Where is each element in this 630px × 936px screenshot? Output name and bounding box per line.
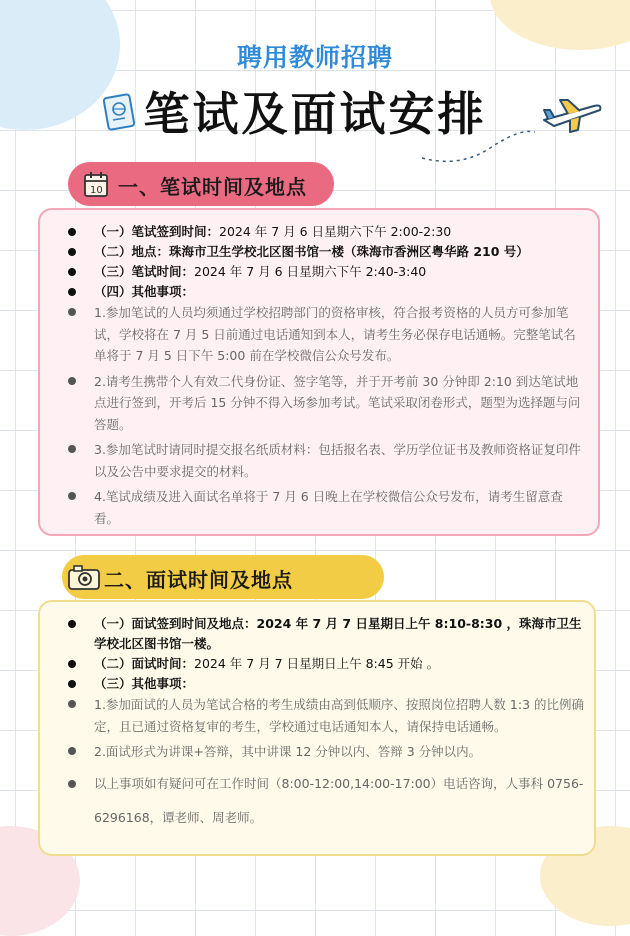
calendar-icon xyxy=(82,169,112,199)
section1-content-box xyxy=(38,208,600,536)
camera-icon xyxy=(66,561,102,593)
list-item: （一）笔试签到时间：2024 年 7 月 6 日星期六下午 2:00-2:30 xyxy=(66,222,586,242)
list-item: 1.参加面试的人员为笔试合格的考生成绩由高到低顺序、按照岗位招聘人数 1:3 的比例确定，且已通过资格复审的考生，学校通过电话通知本人，请保持电话通畅。 xyxy=(66,694,586,737)
list-item: （四）其他事项： xyxy=(66,282,586,302)
list-item: （二）地点：珠海市卫生学校北区图书馆一楼（珠海市香洲区粤华路 210 号） xyxy=(66,242,586,262)
list-item: 4.笔试成绩及进入面试名单将于 7 月 6 日晚上在学校微信公众号发布，请考生留意查看。 xyxy=(66,486,586,529)
list-item: （三）其他事项： xyxy=(66,674,586,694)
svg-text:10: 10 xyxy=(90,185,103,196)
list-item: （二）面试时间：2024 年 7 月 7 日星期日上午 8:45 开始 。 xyxy=(66,654,586,674)
section2-content-box xyxy=(38,600,596,856)
list-item: 2.面试形式为讲课+答辩，其中讲课 12 分钟以内、答辩 3 分钟以内。 xyxy=(66,741,586,763)
list-item: （三）笔试时间：2024 年 7 月 6 日星期六下午 2:40-3:40 xyxy=(66,262,586,282)
flight-path-decor xyxy=(420,128,540,168)
section2-heading-bar xyxy=(62,555,384,599)
section2-heading: 二、面试时间及地点 xyxy=(104,568,293,592)
list-item: 以上事项如有疑问可在工作时间（8:00-12:00,14:00-17:00）电话咨询，人事科 0756-6296168，谭老师、周老师。 xyxy=(66,767,586,835)
list-item: 3.参加笔试时请同时提交报名纸质材料：包括报名表、学历学位证书及教师资格证复印件以及公告中要求提交的材料。 xyxy=(66,439,586,482)
list-item: 1.参加笔试的人员均须通过学校招聘部门的资格审核，符合报考资格的人员方可参加笔试，学校将在 7 月 5 日前通过电话通知到本人，请考生务必保存电话通畅。完整笔试名单将于 7 月 5 日下午 5:00 前在学校微信公众号发布。 xyxy=(66,302,586,367)
section1-heading-bar xyxy=(68,162,334,206)
list-item: （一）面试签到时间及地点：2024 年 7 月 7 日星期日上午 8:10-8:30 ，珠海市卫生学校北区图书馆一楼。 xyxy=(66,614,586,654)
list-item: 2.请考生携带个人有效二代身份证、签字笔等，并于开考前 30 分钟即 2:10 到达笔试地点进行签到，开考后 15 分钟不得入场参加考试。笔试采取闭卷形式，题型为选择题与问答题。 xyxy=(66,371,586,436)
page-title: 笔试及面试安排 xyxy=(143,87,487,141)
airplane-icon xyxy=(540,96,604,136)
passport-icon xyxy=(100,90,140,132)
section1-heading: 一、笔试时间及地点 xyxy=(118,175,307,199)
page-subtitle: 聘用教师招聘 xyxy=(236,43,393,72)
